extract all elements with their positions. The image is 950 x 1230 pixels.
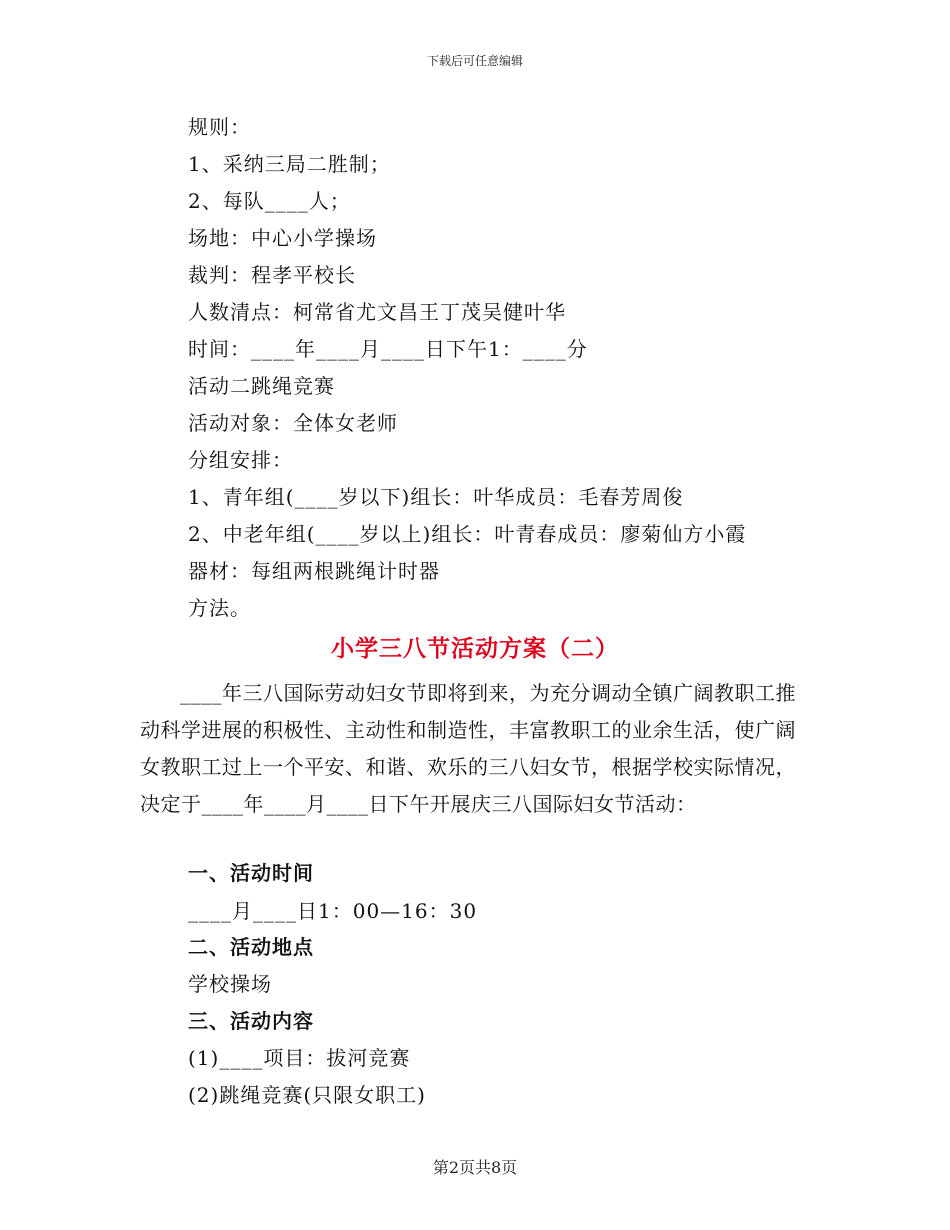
heading-activity-place: 二、活动地点: [188, 935, 314, 959]
heading-activity-time: 一、活动时间: [188, 861, 314, 885]
senior-group-line: 2、中老年组(____岁以上)组长：叶青春成员：廖菊仙方小霞: [188, 522, 747, 546]
equipment-line: 器材：每组两根跳绳计时器: [188, 559, 440, 583]
activity-two-line: 活动二跳绳竞赛: [188, 374, 335, 398]
page-header: 下载后可任意编辑: [426, 54, 523, 68]
counters-line: 人数清点：柯常省尤文昌王丁茂吴健叶华: [188, 300, 566, 324]
grouping-label: 分组安排：: [188, 448, 293, 472]
youth-group-line: 1、青年组(____岁以下)组长：叶华成员：毛春芳周俊: [188, 485, 684, 509]
content-item-2: (2)跳绳竞赛(只限女职工): [188, 1083, 426, 1107]
content-item-1: (1)____项目：拔河竞赛: [188, 1046, 411, 1070]
page-footer: 第2页共8页: [432, 1158, 518, 1177]
rules-label: 规则：: [188, 115, 251, 139]
participants-line: 活动对象：全体女老师: [188, 411, 398, 435]
rule-2: 2、每队____人；: [188, 189, 351, 213]
venue-line: 场地：中心小学操场: [188, 226, 377, 250]
method-line: 方法。: [188, 596, 251, 620]
time-line: 时间：____年____月____日下午1：____分: [188, 337, 588, 361]
intro-paragraph: ____年三八国际劳动妇女节即将到来，为充分调动全镇广阔教职工推动科学进展的积极性、主动性和制造性，丰富教职工的业余生活，使广阔女教职工过上一个平安、和谐、欢乐的三八妇女节，根据学校实际情况，决定于____年____月____日下午开展庆三八国际妇女节活动：: [140, 681, 796, 816]
activity-place-value: 学校操场: [188, 972, 272, 996]
rule-1: 1、采纳三局二胜制；: [188, 152, 391, 176]
heading-activity-content: 三、活动内容: [188, 1009, 314, 1033]
referee-line: 裁判：程孝平校长: [188, 263, 356, 287]
activity-time-value: ____月____日1：00—16：30: [188, 899, 478, 923]
section-title: 小学三八节活动方案（二）: [331, 635, 619, 662]
